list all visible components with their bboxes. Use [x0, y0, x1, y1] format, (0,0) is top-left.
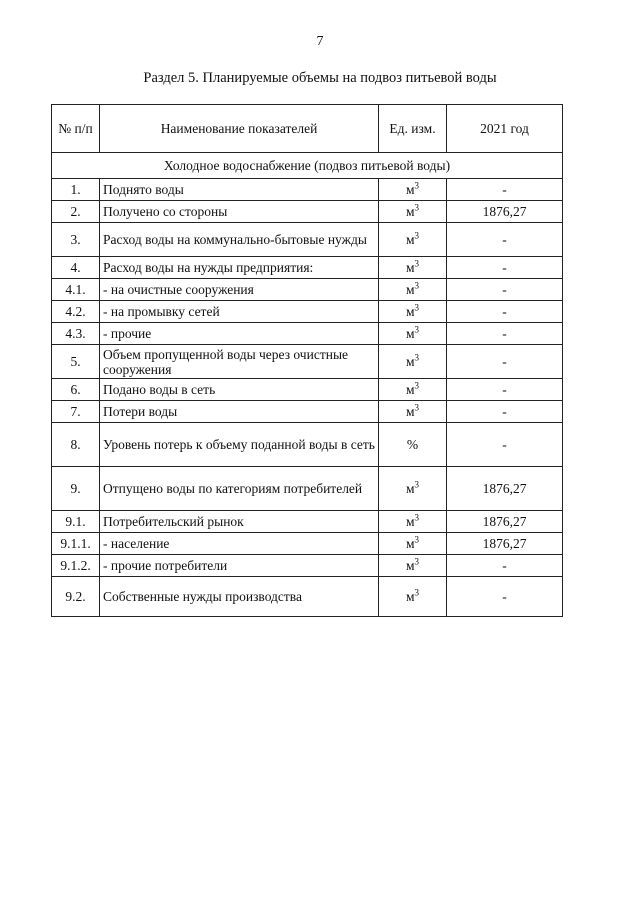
- row-value-2021: -: [447, 345, 563, 379]
- row-value-2021: 1876,27: [447, 201, 563, 223]
- row-unit: [379, 279, 447, 301]
- unit-superscript: 3: [414, 512, 420, 523]
- row-number: 9.1.1.: [52, 533, 100, 555]
- row-value-2021: -: [447, 323, 563, 345]
- table-row: [52, 511, 563, 533]
- header-name: Наименование показателей: [100, 105, 379, 153]
- row-number: 3.: [52, 223, 100, 257]
- row-indicator-name: Расход воды на нужды предприятия:: [100, 257, 379, 279]
- unit-base: м: [405, 204, 415, 219]
- table-row: [52, 179, 563, 201]
- unit-superscript: 3: [414, 352, 420, 363]
- row-unit: [379, 379, 447, 401]
- row-unit: [379, 179, 447, 201]
- row-unit: [379, 323, 447, 345]
- header-num: № п/п: [52, 105, 100, 153]
- unit-superscript: 3: [414, 380, 420, 391]
- row-value-2021: -: [447, 555, 563, 577]
- row-value-2021: -: [447, 279, 563, 301]
- row-value-2021: -: [447, 223, 563, 257]
- row-value-2021: -: [447, 401, 563, 423]
- row-number: 9.2.: [52, 577, 100, 617]
- unit-superscript: 3: [414, 280, 420, 291]
- unit-base: м: [405, 304, 415, 319]
- page-number: 7: [316, 34, 324, 49]
- row-number: 9.: [52, 467, 100, 511]
- row-indicator-name: Объем пропущенной воды через очистные сооружения: [100, 345, 379, 379]
- row-indicator-name: Потери воды: [100, 401, 379, 423]
- table-row: [52, 533, 563, 555]
- row-number: 6.: [52, 379, 100, 401]
- row-number: 5.: [52, 345, 100, 379]
- unit-base: м: [405, 558, 415, 573]
- row-value-2021: -: [447, 301, 563, 323]
- row-unit: [379, 301, 447, 323]
- planned-volumes-table: [51, 104, 563, 617]
- row-unit: [379, 257, 447, 279]
- table-row: [52, 401, 563, 423]
- row-indicator-name: - на промывку сетей: [100, 301, 379, 323]
- table-row: [52, 223, 563, 257]
- row-unit: [379, 533, 447, 555]
- row-unit: [379, 511, 447, 533]
- table-row: [52, 323, 563, 345]
- row-value-2021: -: [447, 257, 563, 279]
- row-unit: [379, 201, 447, 223]
- table-row: [52, 555, 563, 577]
- unit-superscript: 3: [414, 402, 420, 413]
- row-unit: [379, 467, 447, 511]
- unit-base: м: [405, 326, 415, 341]
- row-number: 1.: [52, 179, 100, 201]
- row-unit: [379, 223, 447, 257]
- table-row: [52, 467, 563, 511]
- header-unit: Ед. изм.: [379, 105, 447, 153]
- row-number: 9.1.2.: [52, 555, 100, 577]
- row-indicator-name: Получено со стороны: [100, 201, 379, 223]
- row-indicator-name: Собственные нужды производства: [100, 577, 379, 617]
- unit-base: м: [405, 382, 415, 397]
- section-header-row: [52, 153, 563, 179]
- table-row: [52, 279, 563, 301]
- row-indicator-name: - прочие: [100, 323, 379, 345]
- table-row: [52, 577, 563, 617]
- row-number: 9.1.: [52, 511, 100, 533]
- row-indicator-name: Расход воды на коммунально-бытовые нужды: [100, 223, 379, 257]
- table-header-row: [52, 105, 563, 153]
- row-number: 4.1.: [52, 279, 100, 301]
- unit-base: м: [405, 589, 415, 604]
- row-value-2021: 1876,27: [447, 511, 563, 533]
- unit-superscript: 3: [414, 202, 420, 213]
- row-number: 8.: [52, 423, 100, 467]
- unit-superscript: 3: [414, 324, 420, 335]
- unit-base: м: [405, 260, 415, 275]
- row-value-2021: -: [447, 577, 563, 617]
- row-indicator-name: Подано воды в сеть: [100, 379, 379, 401]
- row-indicator-name: - прочие потребители: [100, 555, 379, 577]
- table-row: [52, 301, 563, 323]
- table-row: [52, 257, 563, 279]
- unit-superscript: 3: [414, 587, 420, 598]
- table-row: [52, 379, 563, 401]
- row-number: 2.: [52, 201, 100, 223]
- unit-superscript: 3: [414, 534, 420, 545]
- section-title: Раздел 5. Планируемые объемы на подвоз питьевой воды: [143, 70, 497, 86]
- row-value-2021: 1876,27: [447, 533, 563, 555]
- row-indicator-name: - население: [100, 533, 379, 555]
- row-value-2021: 1876,27: [447, 467, 563, 511]
- unit-superscript: 3: [414, 230, 420, 241]
- row-unit: %: [379, 423, 447, 467]
- unit-base: м: [405, 481, 415, 496]
- section-header-cell: Холодное водоснабжение (подвоз питьевой воды): [52, 153, 563, 179]
- row-number: 4.2.: [52, 301, 100, 323]
- unit-superscript: 3: [414, 479, 420, 490]
- unit-base: м: [405, 182, 415, 197]
- row-number: 4.: [52, 257, 100, 279]
- header-year: 2021 год: [447, 105, 563, 153]
- unit-base: м: [405, 536, 415, 551]
- table-row: [52, 423, 563, 467]
- row-indicator-name: Поднято воды: [100, 179, 379, 201]
- row-value-2021: -: [447, 423, 563, 467]
- unit-base: м: [405, 404, 415, 419]
- row-unit: [379, 401, 447, 423]
- row-number: 4.3.: [52, 323, 100, 345]
- unit-superscript: 3: [414, 180, 420, 191]
- row-unit: [379, 345, 447, 379]
- table-row: [52, 345, 563, 379]
- row-value-2021: -: [447, 179, 563, 201]
- unit-base: м: [405, 232, 415, 247]
- row-unit: [379, 577, 447, 617]
- table-row: [52, 201, 563, 223]
- unit-base: м: [405, 514, 415, 529]
- row-indicator-name: Отпущено воды по категориям потребителей: [100, 467, 379, 511]
- row-number: 7.: [52, 401, 100, 423]
- row-indicator-name: Потребительский рынок: [100, 511, 379, 533]
- unit-base: м: [405, 354, 415, 369]
- unit-superscript: 3: [414, 258, 420, 269]
- unit-superscript: 3: [414, 302, 420, 313]
- row-indicator-name: - на очистные сооружения: [100, 279, 379, 301]
- row-unit: [379, 555, 447, 577]
- unit-superscript: 3: [414, 556, 420, 567]
- row-value-2021: -: [447, 379, 563, 401]
- row-indicator-name: Уровень потерь к объему поданной воды в сеть: [100, 423, 379, 467]
- unit-base: м: [405, 282, 415, 297]
